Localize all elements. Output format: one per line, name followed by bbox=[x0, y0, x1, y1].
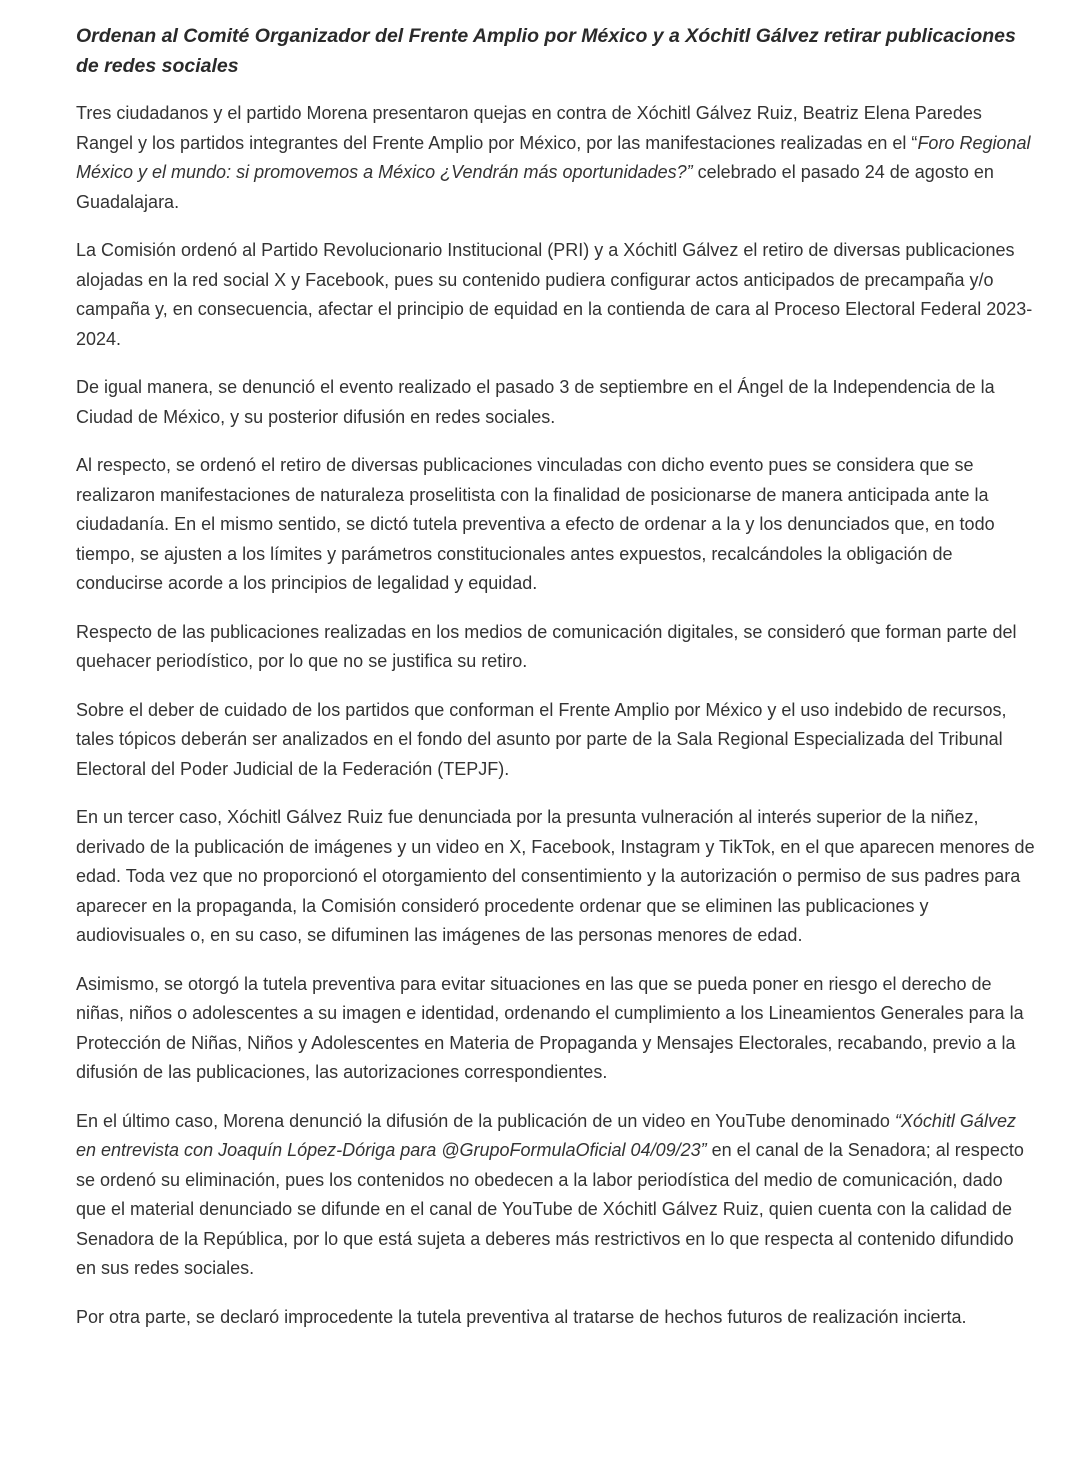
paragraph-text: en el canal de la Senadora; al respecto se ordenó su eliminación, pues los contenidos no obedecen a la labor periodística del medio de comunicación, dado que el material denunciado se difunde en el canal de YouTube de Xóchitl Gálvez Ruiz, quien cuenta con la calidad de Senadora de la República, por lo que está sujeta a deberes más restrictivos en lo que respecta al contenido difundido en sus redes sociales. bbox=[76, 1140, 1024, 1278]
paragraph-event-removal: Al respecto, se ordenó el retiro de diversas publicaciones vinculadas con dicho evento pues se considera que se realizaron manifestaciones de naturaleza proselitista con la finalidad de posicionarse de manera anticipada ante la ciudadanía. En el mismo sentido, se dictó tutela preventiva a efecto de ordenar a la y los denunciados que, en todo tiempo, se ajusten a los límites y parámetros constitucionales antes expuestos, recalcándoles la obligación de conducirse acorde a los principios de legalidad y equidad. bbox=[76, 455, 995, 593]
paragraph-youtube-case bbox=[76, 1107, 1036, 1284]
forum-title-italic: Foro Regional México y el mundo: si promovemos a México ¿Vendrán más oportunidades?” bbox=[76, 132, 1031, 182]
paragraph-order-pri: La Comisión ordenó al Partido Revolucionario Institucional (PRI) y a Xóchitl Gálvez el retiro de diversas publicaciones alojadas en la red social X y Facebook, pues su contenido pudiera configurar actos anticipados de precampaña y/o campaña y, en consecuencia, afectar el principio de equidad en la contienda de cara al Proceso Electoral Federal 2023-2024. bbox=[76, 240, 1033, 349]
paragraph-preventive-protection: Asimismo, se otorgó la tutela preventiva para evitar situaciones en las que se pueda poner en riesgo el derecho de niñas, niños o adolescentes a su imagen e identidad, ordenando el cumplimiento a los Lineamientos Generales para la Protección de Niñas, Niños y Adolescentes en Materia de Propaganda y Mensajes Electorales, recabando, previo a la difusión de las publicaciones, las autorizaciones correspondientes. bbox=[76, 973, 1024, 1082]
article bbox=[76, 22, 1036, 1351]
paragraph-improcedent: Por otra parte, se declaró improcedente la tutela preventiva al tratarse de hechos futuros de realización incierta. bbox=[76, 1306, 967, 1327]
paragraph-minors-case: En un tercer caso, Xóchitl Gálvez Ruiz fue denunciada por la presunta vulneración al interés superior de la niñez, derivado de la publicación de imágenes y un video en X, Facebook, Instagram y TikTok, en el que aparecen menores de edad. Toda vez que no proporcionó el otorgamiento del consentimiento y la autorización o permiso de sus padres para aparecer en la propaganda, la Comisión consideró procedente ordenar que se eliminen las publicaciones y audiovisuales o, en su caso, se difuminen las imágenes de las personas menores de edad. bbox=[76, 807, 1035, 945]
paragraph-text: celebrado el pasado 24 de agosto en Guadalajara. bbox=[76, 162, 994, 212]
video-title-italic: “Xóchitl Gálvez en entrevista con Joaquín López-Dóriga para @GrupoFormulaOficial 04/09/23” bbox=[76, 1110, 1016, 1160]
paragraph-complaints bbox=[76, 99, 1036, 217]
paragraph-angel-event: De igual manera, se denunció el evento realizado el pasado 3 de septiembre en el Ángel de la Independencia de la Ciudad de México, y su posterior difusión en redes sociales. bbox=[76, 377, 995, 427]
paragraph-digital-media: Respecto de las publicaciones realizadas en los medios de comunicación digitales, se consideró que forman parte del quehacer periodístico, por lo que no se justifica su retiro. bbox=[76, 621, 1017, 671]
paragraph-text: Tres ciudadanos y el partido Morena presentaron quejas en contra de Xóchitl Gálvez Ruiz, Beatriz Elena Paredes Rangel y los partidos integrantes del Frente Amplio por México, por las manifestaciones realizadas en el “ bbox=[76, 103, 982, 153]
article-title: Ordenan al Comité Organizador del Frente Amplio por México y a Xóchitl Gálvez retirar publicaciones de redes sociales bbox=[76, 25, 1016, 77]
paragraph-text: En el último caso, Morena denunció la difusión de la publicación de un video en YouTube denominado bbox=[76, 1110, 895, 1131]
paragraph-duty-of-care: Sobre el deber de cuidado de los partidos que conforman el Frente Amplio por México y el uso indebido de recursos, tales tópicos deberán ser analizados en el fondo del asunto por parte de la Sala Regional Especializada del Tribunal Electoral del Poder Judicial de la Federación (TEPJF). bbox=[76, 699, 1007, 779]
